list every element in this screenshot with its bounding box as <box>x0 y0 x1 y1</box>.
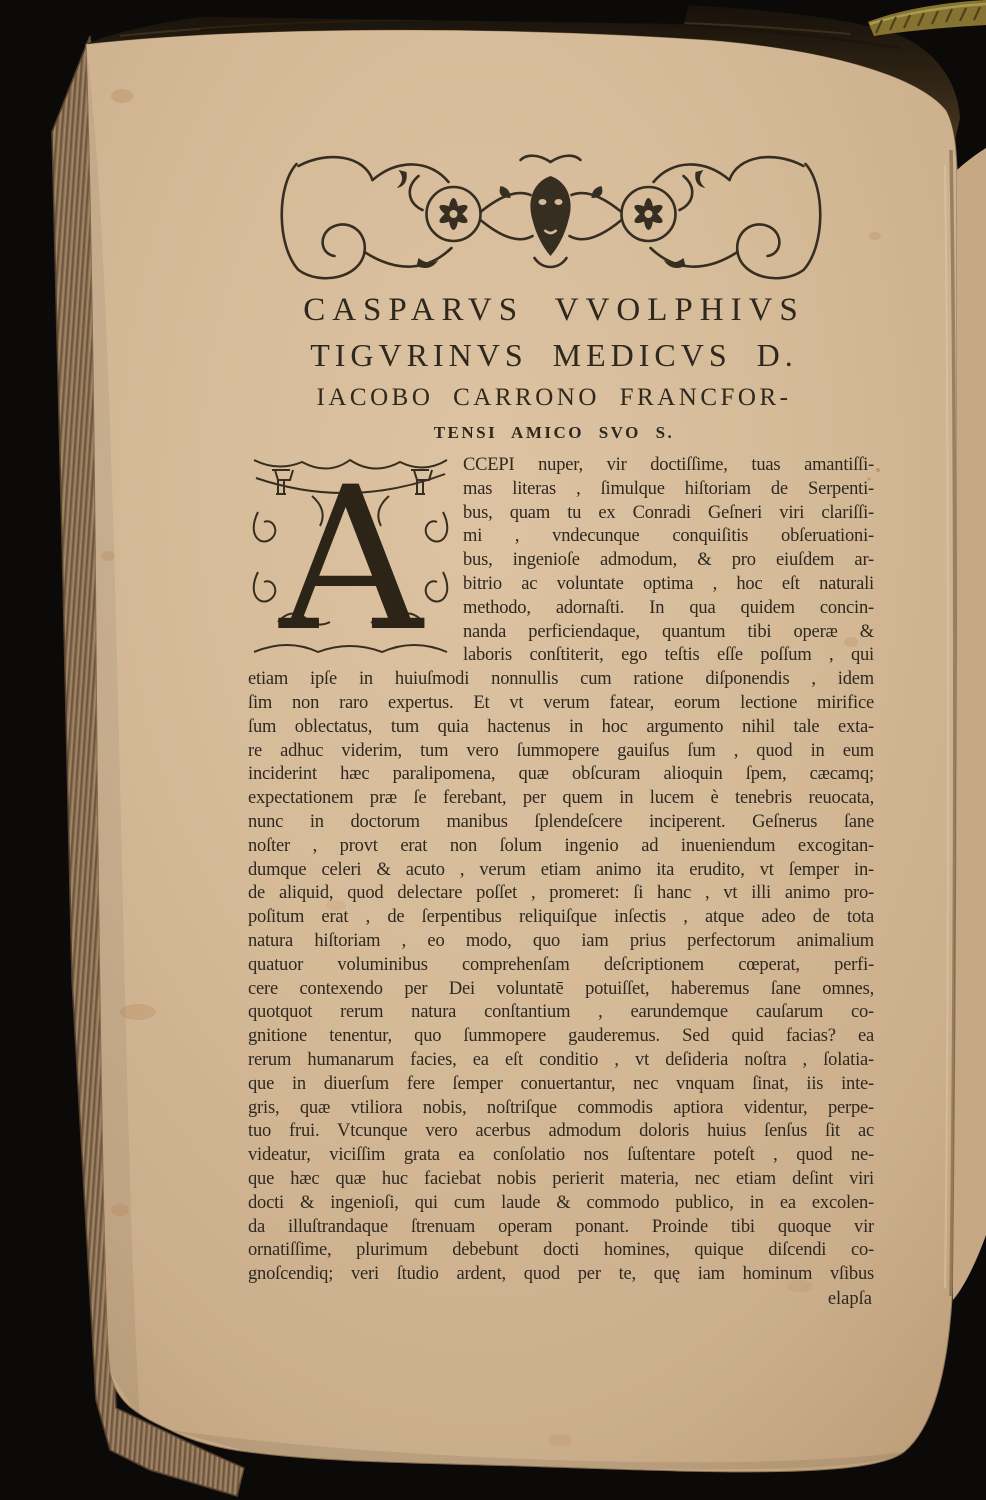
text-line: bitrio ac voluntate optima , hoc eſt naturali <box>463 573 874 594</box>
letter-body <box>248 454 874 1311</box>
text-line: bus, ingenioſe admodum, & pro eiuſdem ar- <box>463 550 874 571</box>
text-line: mi , vndecunque conquiſitis obſeruationi- <box>463 526 874 547</box>
heading-line-1: CASPARVS VVOLPHIVS <box>303 292 805 328</box>
text-line: methodo, adornaſti. In qua quidem concin- <box>463 597 874 618</box>
text-line: inciderint hæc paralipomena, quæ obſcuram alioquin ſpem, cæcamq; <box>248 764 874 785</box>
heading-line-4: TENSI AMICO SVO S. <box>433 423 675 442</box>
text-line: gnitione tenentur, quo ſummopere gauderemus. Sed quid facias? ea <box>248 1026 874 1047</box>
text-line: noſter , provt erat non ſolum ingenio ad inueniendum excogitan- <box>248 835 874 856</box>
text-line: gnoſcendiq; veri ſtudio ardent, quod per te, quę iam hominum vſibus <box>248 1264 874 1285</box>
text-line: videatur, viciſſim grata ea conſolatio nos ſuſtentare poteſt , quod ne- <box>248 1145 874 1166</box>
headpiece-ornament-icon <box>266 146 836 288</box>
text-line: de aliquid, quod delectare poſſet , promeret: ſi hanc , vt illi animo pro- <box>248 883 874 904</box>
text-line: cere contexendo per Dei voluntatē potuiſſet, haberemus ſane omnes, <box>248 978 874 999</box>
text-line: CCEPI nuper, vir doctiſſime, tuas amantiſſi- <box>463 455 874 475</box>
text-line: nunc in doctorum manibus ſplendeſcere inciperent. Geſnerus ſane <box>248 811 874 832</box>
dropcap-initial-icon <box>248 452 453 664</box>
heading-line-3: IACOBO CARRONO FRANCFOR- <box>316 384 792 411</box>
text-line: da illuſtrandaque ſtrenuam operam ponant. Proinde tibi quoque vir <box>248 1216 874 1237</box>
text-line: etiam ipſe in huiuſmodi nonnullis cum ratione diſponendis , idem <box>248 669 874 690</box>
dropcap-letter: A <box>279 452 423 664</box>
text-line: ſum oblectatus, tum quia hactenus in hoc argumento nihil tale exta- <box>248 716 874 737</box>
text-line: quatuor voluminibus comprehenſam deſcriptionem cœperat, perfi- <box>248 954 874 975</box>
text-line: dumque celeri & acuto , verum etiam animo ita erudito, vt ſemper in- <box>248 859 874 880</box>
text-line: nanda perficiendaque, quantum tibi operæ & <box>463 621 874 642</box>
text-line: tuo frui. Vtcunque vero acerbus admodum doloris huius ſenſus ſit ac <box>248 1121 874 1142</box>
text-line: gris, quæ vtiliora nobis, noſtriſque commodis aptiora videntur, perpe- <box>248 1097 874 1118</box>
text-line: poſitum erat , de ſerpentibus reliquiſque inſectis , atque adeo de tota <box>248 907 874 928</box>
text-line: re adhuc viderim, tum vero ſummopere gauiſus ſum , quod in eum <box>248 740 874 761</box>
text-line: natura hiſtoriam , eo modo, quo iam prius perfectorum animalium <box>248 930 874 951</box>
text-line: bus, quam tu ex Conradi Geſneri viri clariſſi- <box>463 502 874 523</box>
text-line: mas literas , ſimulque hiſtoriam de Serpenti- <box>463 478 874 499</box>
text-line: que hæc quæ huc faciebat nobis perierit materia, nec etiam deſint viri <box>248 1168 874 1189</box>
body-lines <box>248 454 874 1287</box>
heading-line-2: TIGVRINVS MEDICVS D. <box>310 337 798 373</box>
letter-heading <box>238 292 870 443</box>
text-line: que in diuerſum fere ſemper conuertantur, nec vnquam ſinat, iis inte- <box>248 1073 874 1094</box>
text-line: expectationem præ ſe ferebant, per quem in lucem è tenebris reuocata, <box>248 788 874 809</box>
text-line: docti & ingenioſi, qui cum laude & commodo publico, in ea excolen- <box>248 1192 874 1213</box>
text-line: rerum humanarum facies, ea eſt conditio , vt deſideria noſtra , ſolatia- <box>248 1049 874 1070</box>
text-line: quotquot rerum natura conſtantium , earundemque cauſarum co- <box>248 1002 874 1023</box>
text-line: ſim non raro expertus. Et vt verum fatear, eorum lectione mirifice <box>248 692 874 713</box>
catchword: elapſa <box>827 1288 872 1309</box>
text-line: ornatiſſime, plurimum debebunt docti homines, quique diſcendi co- <box>248 1240 874 1261</box>
text-line: laboris conſtiterit, ego teſtis eſſe poſſum , qui <box>463 645 874 666</box>
